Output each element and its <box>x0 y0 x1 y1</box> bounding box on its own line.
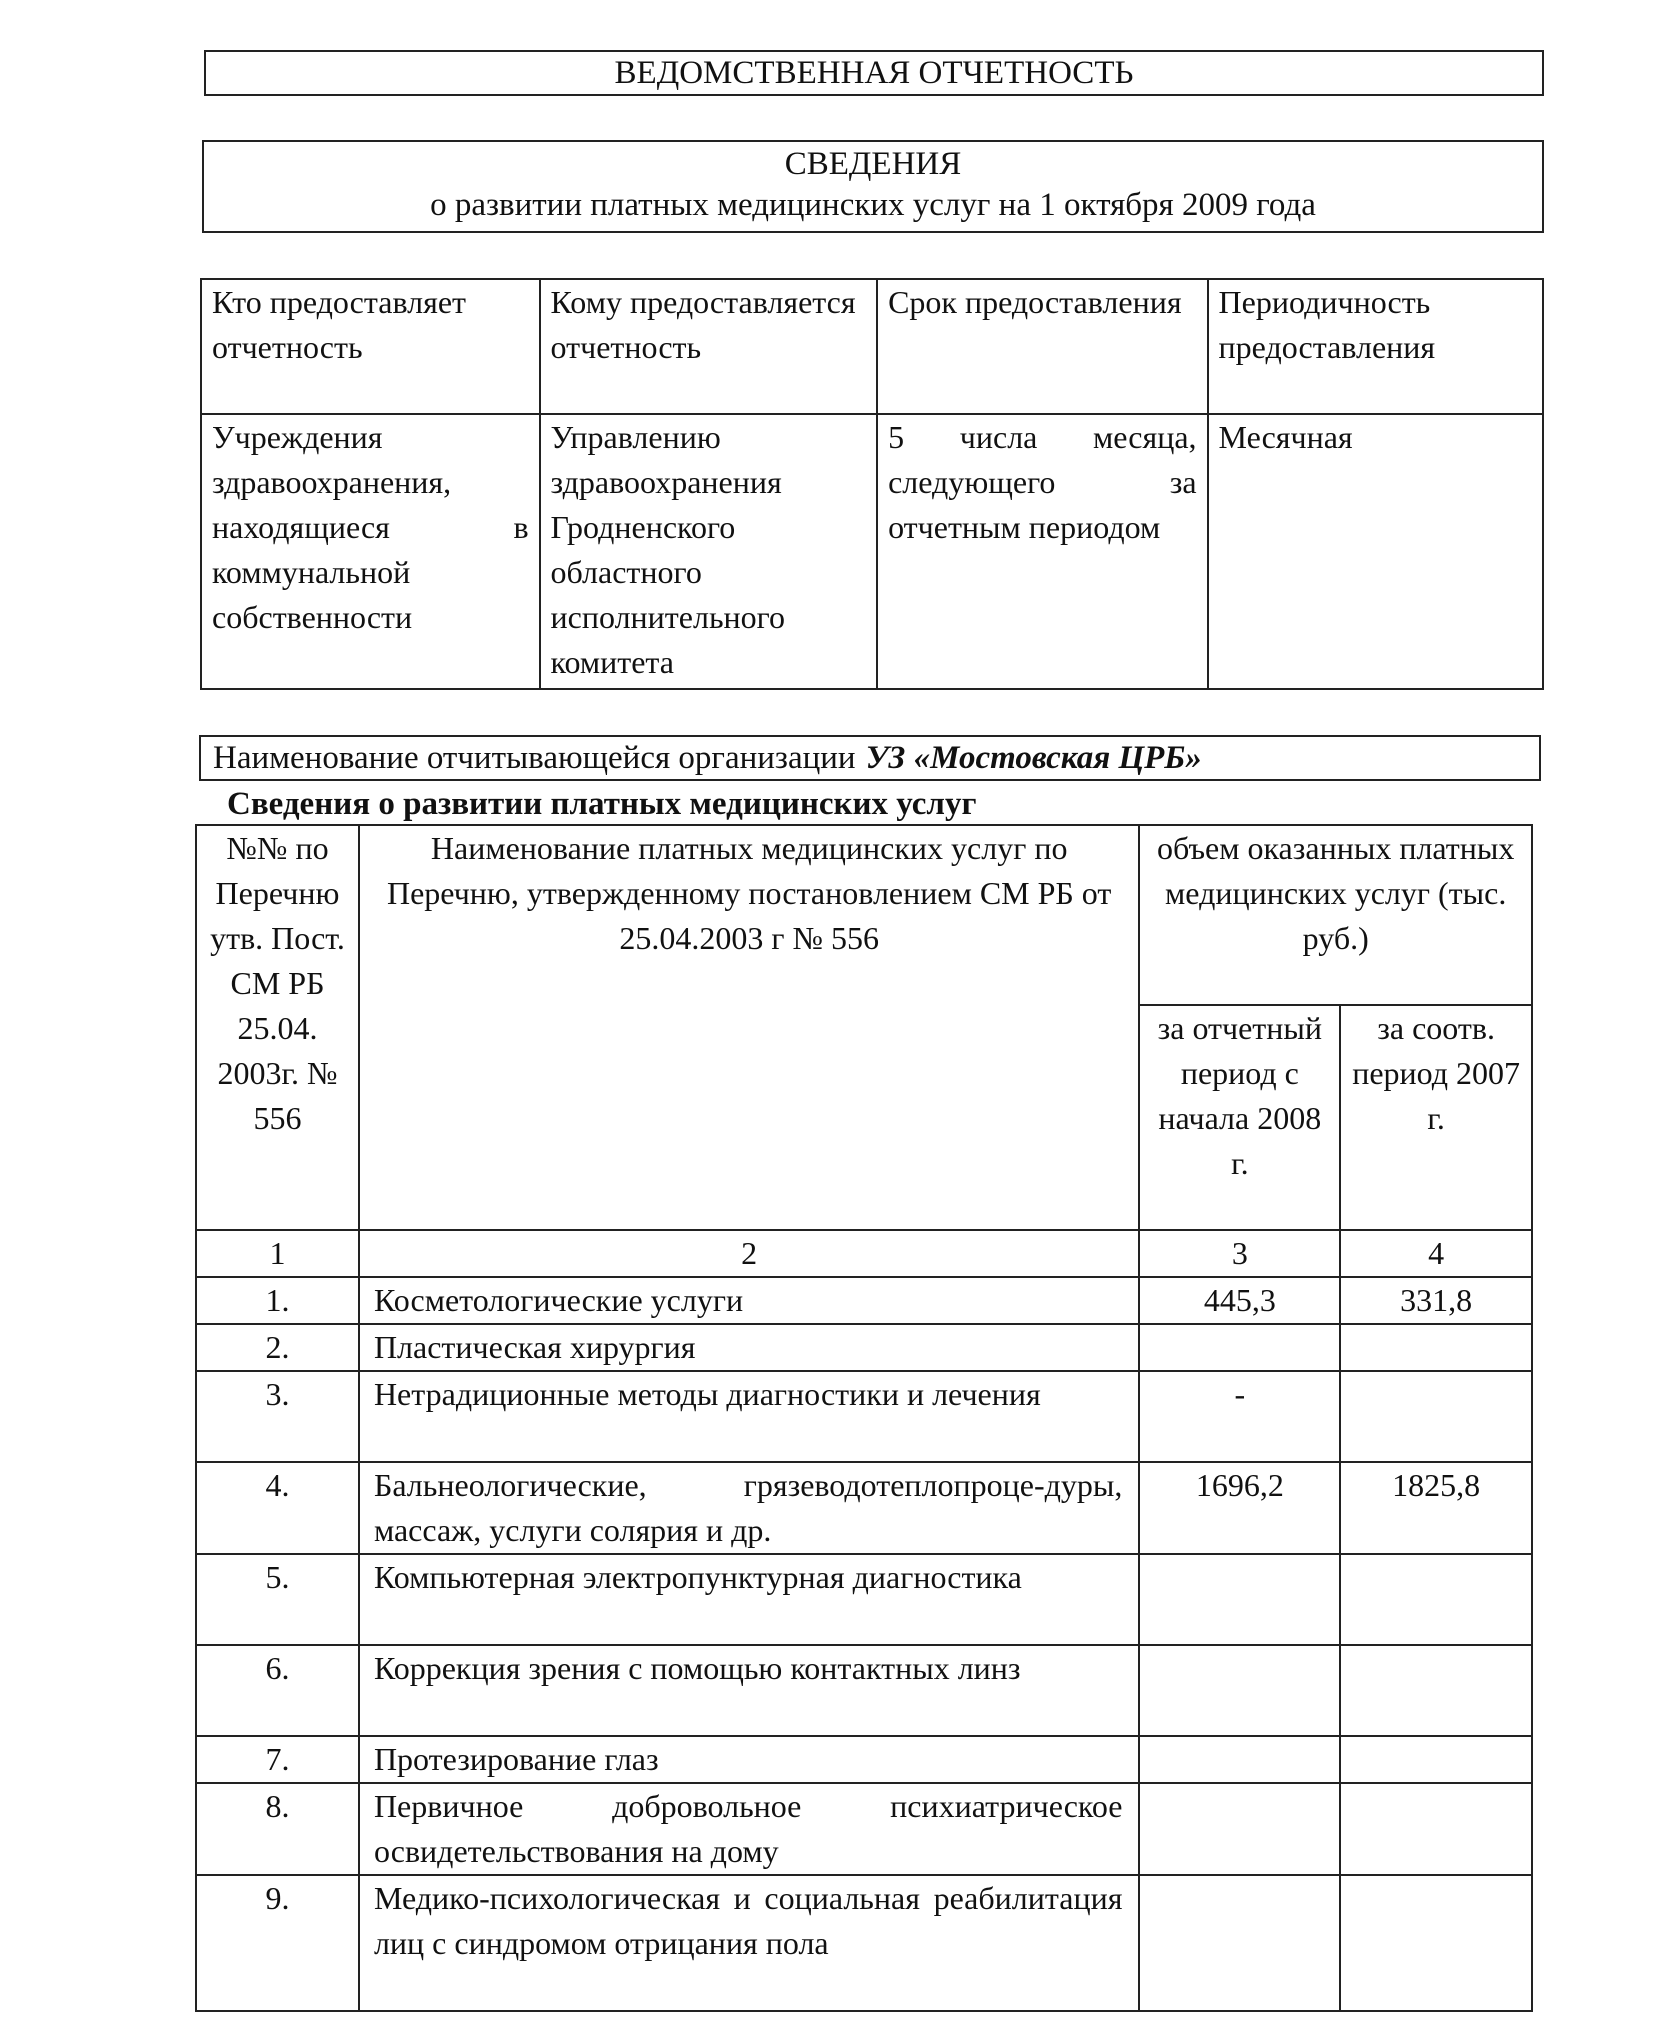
table-row <box>196 1554 1532 1645</box>
service-name: Компьютерная электропунктурная диагностика <box>359 1554 1139 1645</box>
table-row <box>196 1645 1532 1736</box>
service-name: Протезирование глаз <box>359 1736 1139 1783</box>
col-current-period-header: за отчетный период с начала 2008 г. <box>1139 1005 1340 1230</box>
value-prior <box>1340 1324 1532 1371</box>
value-current: 445,3 <box>1139 1277 1340 1324</box>
row-number: 5. <box>196 1554 359 1645</box>
meta-data-row <box>201 414 1543 689</box>
meta-cell-to-whom: Управлению здравоохранения Гродненского областного исполнительного комитета <box>540 414 878 689</box>
meta-cell-deadline: 5 числа месяца, следующего за отчетным периодом <box>877 414 1207 689</box>
value-prior <box>1340 1875 1532 2011</box>
service-name: Медико-психологическая и социальная реабилитация лиц с синдромом отрицания пола <box>359 1875 1139 2011</box>
document-header <box>204 50 1544 96</box>
table-row <box>196 1462 1532 1554</box>
value-prior <box>1340 1783 1532 1875</box>
col-name-header: Наименование платных медицинских услуг по Перечню, утвержденному постановлением СМ РБ от 25.04.2003 г № 556 <box>359 825 1139 1230</box>
value-prior <box>1340 1736 1532 1783</box>
column-number: 3 <box>1139 1230 1340 1277</box>
service-name: Бальнеологические, грязеводотеплопроце-дуры, массаж, услуги солярия и др. <box>359 1462 1139 1554</box>
row-number: 3. <box>196 1371 359 1462</box>
service-name: Косметологические услуги <box>359 1277 1139 1324</box>
col-number-header: №№ по Перечню утв. Пост. СМ РБ 25.04. 2003г. № 556 <box>196 825 359 1230</box>
value-current: 1696,2 <box>1139 1462 1340 1554</box>
volume-header: объем оказанных платных медицинских услуг (тыс. руб.) <box>1139 825 1532 1005</box>
service-name: Нетрадиционные методы диагностики и лечения <box>359 1371 1139 1462</box>
row-number: 2. <box>196 1324 359 1371</box>
column-number: 4 <box>1340 1230 1532 1277</box>
table-row <box>196 1371 1532 1462</box>
meta-header-cell: Кому предоставляется отчетность <box>540 279 878 414</box>
row-number: 9. <box>196 1875 359 2011</box>
organization-name: УЗ «Мостовская ЦРБ» <box>865 740 1202 776</box>
value-current <box>1139 1324 1340 1371</box>
info-box <box>202 140 1544 233</box>
meta-header-cell: Кто предоставляет отчетность <box>201 279 540 414</box>
value-current <box>1139 1875 1340 2011</box>
service-name: Коррекция зрения с помощью контактных линз <box>359 1645 1139 1736</box>
table-row <box>196 1783 1532 1875</box>
table-row <box>196 1875 1532 2011</box>
value-current <box>1139 1645 1340 1736</box>
meta-cell-periodicity: Месячная <box>1208 414 1543 689</box>
value-current <box>1139 1783 1340 1875</box>
value-prior: 331,8 <box>1340 1277 1532 1324</box>
organization-label: Наименование отчитывающейся организации <box>213 740 856 776</box>
row-number: 8. <box>196 1783 359 1875</box>
value-prior <box>1340 1554 1532 1645</box>
section-title: Сведения о развитии платных медицинских услуг <box>227 786 977 822</box>
value-prior <box>1340 1371 1532 1462</box>
row-number: 1. <box>196 1277 359 1324</box>
col-prior-period-header: за соотв. период 2007 г. <box>1340 1005 1532 1230</box>
row-number: 4. <box>196 1462 359 1554</box>
info-title: СВЕДЕНИЯ <box>784 146 962 182</box>
row-number: 7. <box>196 1736 359 1783</box>
meta-header-cell: Периодичность предоставления <box>1208 279 1543 414</box>
service-name: Пластическая хирургия <box>359 1324 1139 1371</box>
column-number-row <box>196 1230 1532 1277</box>
table-row <box>196 1736 1532 1783</box>
value-current <box>1139 1736 1340 1783</box>
column-number: 2 <box>359 1230 1139 1277</box>
meta-header-row <box>201 279 1543 414</box>
header-title: ВЕДОМСТВЕННАЯ ОТЧЕТНОСТЬ <box>614 55 1134 91</box>
info-subtitle: о развитии платных медицинских услуг на 1 октября 2009 года <box>430 187 1316 223</box>
organization-line <box>199 735 1541 781</box>
meta-header-cell: Срок предоставления <box>877 279 1207 414</box>
table-row <box>196 1324 1532 1371</box>
meta-cell-who: Учреждения здравоохранения, находящиеся в коммунальной собственности <box>201 414 540 689</box>
column-number: 1 <box>196 1230 359 1277</box>
reporting-meta-table <box>200 278 1544 690</box>
table-header-row <box>196 825 1532 1005</box>
value-current <box>1139 1554 1340 1645</box>
services-table <box>195 824 1533 2012</box>
row-number: 6. <box>196 1645 359 1736</box>
value-prior <box>1340 1645 1532 1736</box>
service-name: Первичное добровольное психиатрическое освидетельствования на дому <box>359 1783 1139 1875</box>
value-prior: 1825,8 <box>1340 1462 1532 1554</box>
table-row <box>196 1277 1532 1324</box>
value-current: - <box>1139 1371 1340 1462</box>
